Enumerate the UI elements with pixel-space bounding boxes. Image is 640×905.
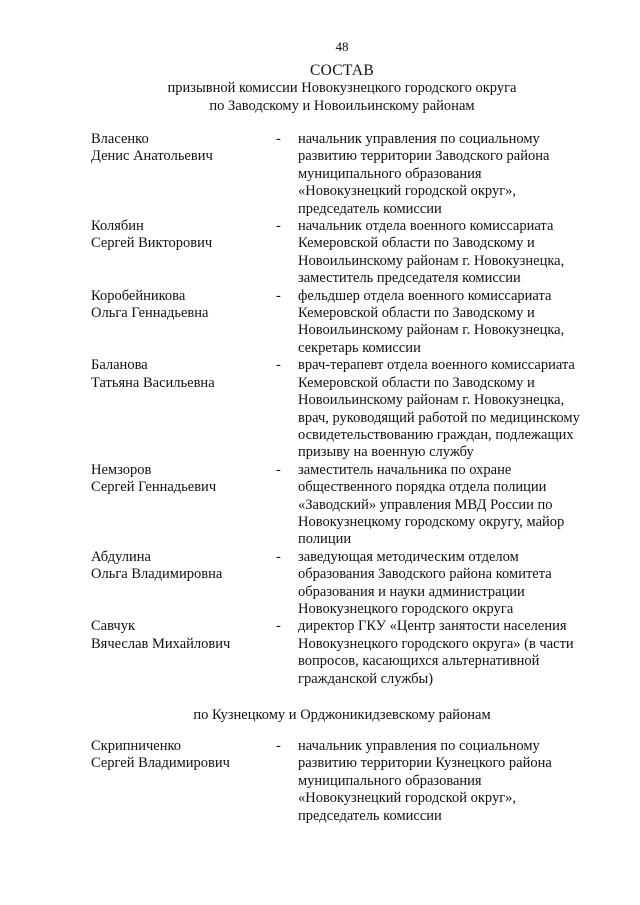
role-line: заместитель начальника по охране [298, 461, 512, 478]
separator-dash: - [276, 287, 281, 304]
member-entry [0, 357, 640, 461]
role-line: начальник отдела военного комиссариата [298, 218, 554, 235]
member-given-names: Татьяна Васильевна [91, 374, 215, 391]
member-surname: Власенко [91, 131, 149, 147]
role-line: общественного порядка отдела полиции [298, 479, 547, 496]
member-name [91, 462, 271, 497]
member-given-names: Сергей Владимирович [91, 755, 230, 772]
member-surname: Абдулина [91, 548, 151, 565]
role-line: начальник управления по социальному [298, 131, 540, 147]
role-line: председатель комиссии [298, 807, 442, 824]
member-surname: Коробейникова [91, 287, 186, 304]
role-line: гражданской службы) [298, 670, 434, 687]
member-role [298, 549, 616, 619]
member-role [298, 131, 616, 218]
role-line: заведующая методическим отделом [298, 548, 519, 565]
member-entry [0, 462, 640, 549]
member-given-names: Ольга Геннадьевна [91, 305, 209, 322]
role-line: начальник управления по социальному [298, 738, 540, 754]
member-name [91, 549, 271, 584]
member-name [91, 738, 271, 773]
separator-dash: - [276, 131, 281, 147]
commission-list-zavodskoy [0, 131, 640, 688]
section-heading: по Кузнецкому и Орджоникидзевскому районам [193, 707, 491, 723]
role-line: председатель комиссии [298, 200, 442, 217]
role-line: Новоильинскому районам г. Новокузнецка, [298, 252, 565, 269]
role-line: «Новокузнецкий городской округ», [298, 790, 517, 807]
role-line: Кемеровской области по Заводскому и [298, 374, 535, 391]
role-line: секретарь комиссии [298, 339, 421, 356]
separator-dash: - [276, 218, 281, 235]
role-line: Новокузнецкого городского округа» (в части [298, 635, 574, 652]
subtitle-line: призывной комиссии Новокузнецкого городского округа [167, 80, 517, 96]
member-entry [0, 618, 640, 688]
document-title-block [0, 62, 640, 115]
role-line: освидетельствованию граждан, подлежащих [298, 426, 574, 443]
member-given-names: Денис Анатольевич [91, 148, 213, 165]
role-line: Новоильинскому районам г. Новокузнецка, [298, 322, 565, 339]
separator-dash: - [276, 738, 281, 754]
member-entry [0, 549, 640, 619]
member-name [91, 218, 271, 253]
role-line: Кемеровской области по Заводскому и [298, 305, 535, 322]
role-line: директор ГКУ «Центр занятости населения [298, 618, 567, 635]
role-line: полиции [298, 531, 352, 548]
role-line: вопросов, касающихся альтернативной [298, 653, 540, 670]
role-line: фельдшер отдела военного комиссариата [298, 287, 552, 304]
member-role [298, 218, 616, 288]
member-role [298, 738, 616, 825]
role-line: «Заводский» управления МВД России по [298, 496, 553, 513]
member-name [91, 288, 271, 323]
member-role [298, 462, 616, 549]
document-title: СОСТАВ [309, 62, 375, 79]
member-name [91, 131, 271, 166]
separator-dash: - [276, 618, 281, 635]
role-line: Новоильинскому районам г. Новокузнецка, [298, 392, 565, 409]
member-entry [0, 738, 640, 825]
member-surname: Немзоров [91, 461, 152, 478]
member-given-names: Вячеслав Михайлович [91, 635, 231, 652]
member-surname: Баланова [91, 357, 148, 374]
role-line: призыву на военную службу [298, 444, 474, 461]
role-line: муниципального образования [298, 165, 482, 182]
role-line: Новокузнецкому городскому округу, майор [298, 513, 565, 530]
page-number: 48 [335, 39, 349, 54]
member-given-names: Ольга Владимировна [91, 566, 223, 583]
member-surname: Колябин [91, 218, 144, 235]
separator-dash: - [276, 357, 281, 374]
role-line: развитию территории Заводского района [298, 148, 550, 165]
role-line: Новокузнецкого городского округа [298, 600, 514, 617]
subtitle-line: по Заводскому и Новоильинскому районам [209, 97, 475, 114]
separator-dash: - [276, 548, 281, 565]
member-surname: Скрипниченко [91, 738, 182, 754]
role-line: образования и науки администрации [298, 583, 525, 600]
role-line: врач-терапевт отдела военного комиссариата [298, 357, 575, 374]
member-name [91, 357, 271, 392]
member-role [298, 618, 616, 688]
member-entry [0, 131, 640, 218]
member-role [298, 288, 616, 358]
role-line: образования Заводского района комитета [298, 566, 552, 583]
role-line: врач, руководящий работой по медицинскому [298, 409, 580, 426]
separator-dash: - [276, 461, 281, 478]
role-line: «Новокузнецкий городской округ», [298, 183, 517, 200]
member-name [91, 618, 271, 653]
member-entry [0, 288, 640, 358]
role-line: Кемеровской области по Заводскому и [298, 235, 535, 252]
member-surname: Савчук [91, 618, 135, 635]
member-entry [0, 218, 640, 288]
member-given-names: Сергей Викторович [91, 235, 213, 252]
member-given-names: Сергей Геннадьевич [91, 479, 217, 496]
member-role [298, 357, 616, 461]
role-line: заместитель председателя комиссии [298, 270, 521, 287]
commission-list-kuznetsky [0, 738, 640, 825]
role-line: развитию территории Кузнецкого района [298, 755, 552, 772]
role-line: муниципального образования [298, 772, 482, 789]
